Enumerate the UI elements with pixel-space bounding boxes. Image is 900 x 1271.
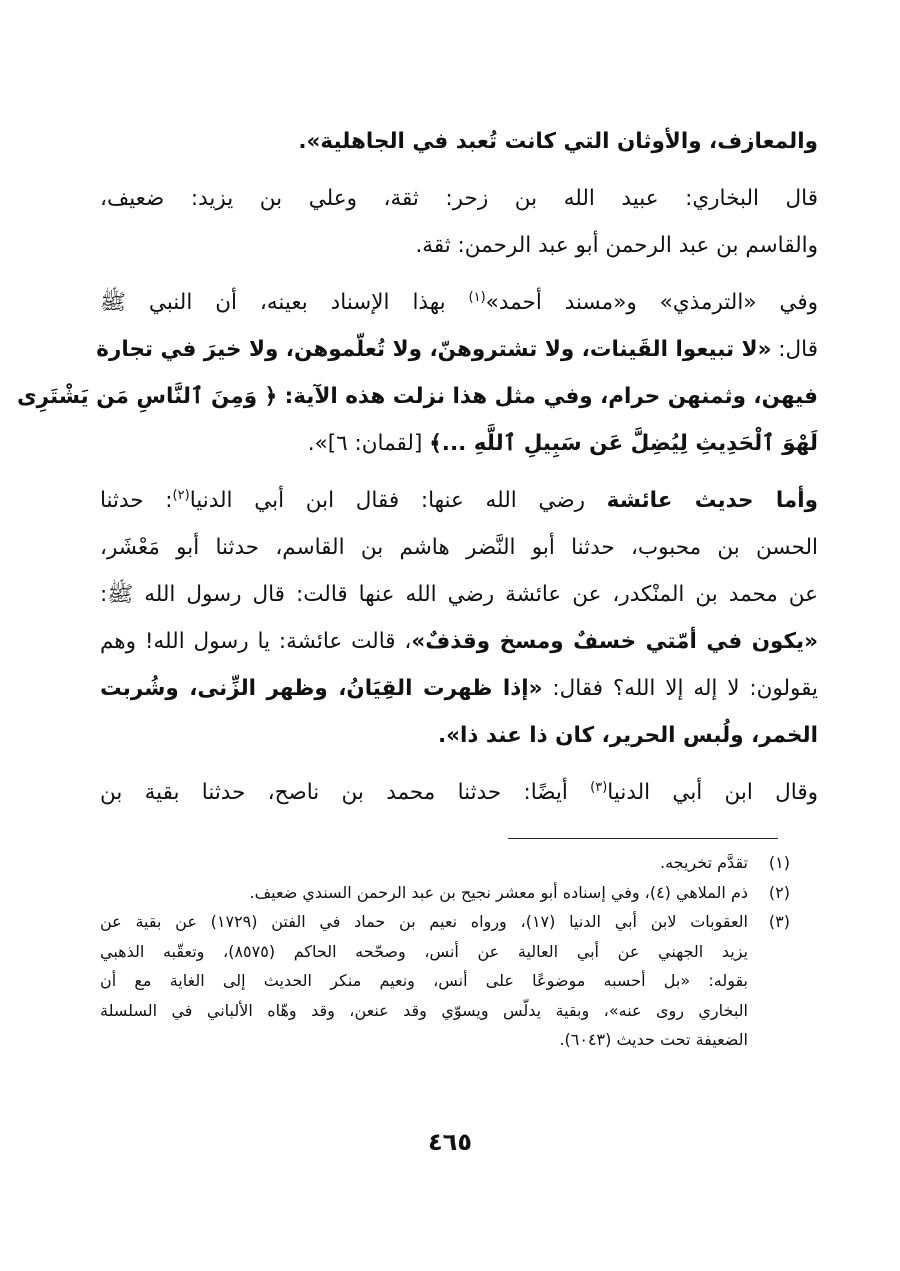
text-line: لَهْوَ ٱلْحَدِيثِ لِيُضِلَّ عَن سَبِيلِ ٱللَّهِ ...﴾ [لقمان: ٦]». <box>307 431 818 456</box>
footnote-number: (٢) <box>768 882 790 902</box>
text-line: فيهن، وثمنهن حرام، وفي مثل هذا نزلت هذه الآية: ﴿ وَمِنَ ٱلنَّاسِ مَن يَشْتَرِى <box>16 384 818 409</box>
footnote-number: (٣) <box>768 912 790 931</box>
text-line: عن محمد بن المنْكدر، عن عائشة رضي الله عنها قالت: قال رسول الله ﷺ: <box>100 582 818 607</box>
footnotes <box>100 848 790 1055</box>
paragraph-5 <box>100 769 818 816</box>
hadith-quote: «إذا ظهرت القِيَانُ، وظهر الزِّنى، وشُربت <box>100 676 543 701</box>
footnote-text: ذم الملاهي (٤)، وفي إسناده أبو معشر نجيح بن عبد الرحمن السندي ضعيف. <box>249 882 748 902</box>
footnote-3 <box>100 907 790 1055</box>
text-line: وقال ابن أبي الدنيا$^{(٣)}$ أيضًا: حدثنا محمد بن ناصح، حدثنا بقية بن <box>100 779 818 805</box>
main-text <box>16 118 818 816</box>
text-line: والمعازف، والأوثان التي كانت تُعبد في الجاهلية». <box>298 129 818 154</box>
text-line: وأما حديث عائشة رضي الله عنها: فقال ابن أبي الدنيا$^{(٢)}$: حدثنا <box>100 487 818 513</box>
text-line: قال: «لا تبيعوا القَينات، ولا تشتروهنّ، ولا تُعلّموهن، ولا خيرَ في تجارة <box>96 337 818 362</box>
footnote-ref-1[interactable]: (١) <box>468 289 486 305</box>
text-line: الحسن بن محبوب، حدثنا أبو النَّضر هاشم بن القاسم، حدثنا أبو مَعْشَر، <box>100 535 818 560</box>
footnote-1 <box>100 848 790 878</box>
footnote-text: تقدَّم تخريجه. <box>660 853 748 872</box>
paragraph-1 <box>100 118 818 165</box>
text-line: والقاسم بن عبد الرحمن أبو عبد الرحمن: ثقة. <box>415 233 818 258</box>
text-line: وفي «الترمذي» و«مسند أحمد»$^{(١)}$ بهذا الإسناد بعينه، أن النبي ﷺ <box>100 289 818 315</box>
paragraph-3 <box>16 279 818 467</box>
hadith-quote: «يكون في أمّتي خسفٌ ومسخ وقذفٌ» <box>411 629 818 654</box>
text-line: الخمر، ولُبس الحرير، كان ذا عند ذا». <box>437 723 818 748</box>
paragraph-2 <box>100 175 818 269</box>
footnote-divider <box>508 838 778 839</box>
quran-verse: لَهْوَ ٱلْحَدِيثِ لِيُضِلَّ عَن سَبِيلِ ٱللَّهِ ...﴾ <box>429 431 818 456</box>
hadith-quote: «لا تبيعوا القَينات، ولا تشتروهنّ، ولا تُعلّموهن، ولا خيرَ في تجارة <box>96 337 772 362</box>
footnote-2 <box>100 878 790 908</box>
footnote-number: (١) <box>768 853 790 872</box>
text-line: «يكون في أمّتي خسفٌ ومسخ وقذفٌ»، قالت عائشة: يا رسول الله! وهم <box>100 629 818 654</box>
page-number: ٤٦٥ <box>428 1128 472 1156</box>
text-line: قال البخاري: عبيد الله بن زحر: ثقة، وعلي بن يزيد: ضعيف، <box>100 186 818 211</box>
footnote-text: العقوبات لابن أبي الدنيا (١٧)، ورواه نعيم بن حماد في الفتن (١٧٢٩) عن بقية عن يزيد الجهني عن أبي العالية عن أنس، وصحّحه الحاكم (٨٥٧٥)، وتعقّبه الذهبي بقوله: «بل أحسبه موضوعًا على أنس، ونعيم منكر الحديث إلى الغاية مع أن البخاري روى عنه»، وبقية يدلّس ويسوّي وقد عنعن، وقد وهّاه الألباني في السلسلة الضعيفة تحت حديث (٦٠٤٣). <box>100 912 749 1049</box>
footnote-ref-3[interactable]: (٣) <box>590 779 608 795</box>
footnote-ref-2[interactable]: (٢) <box>172 487 190 503</box>
text-line: يقولون: لا إله إلا الله؟ فقال: «إذا ظهرت القِيَانُ، وظهر الزِّنى، وشُربت <box>100 676 818 701</box>
paragraph-4 <box>100 477 818 759</box>
